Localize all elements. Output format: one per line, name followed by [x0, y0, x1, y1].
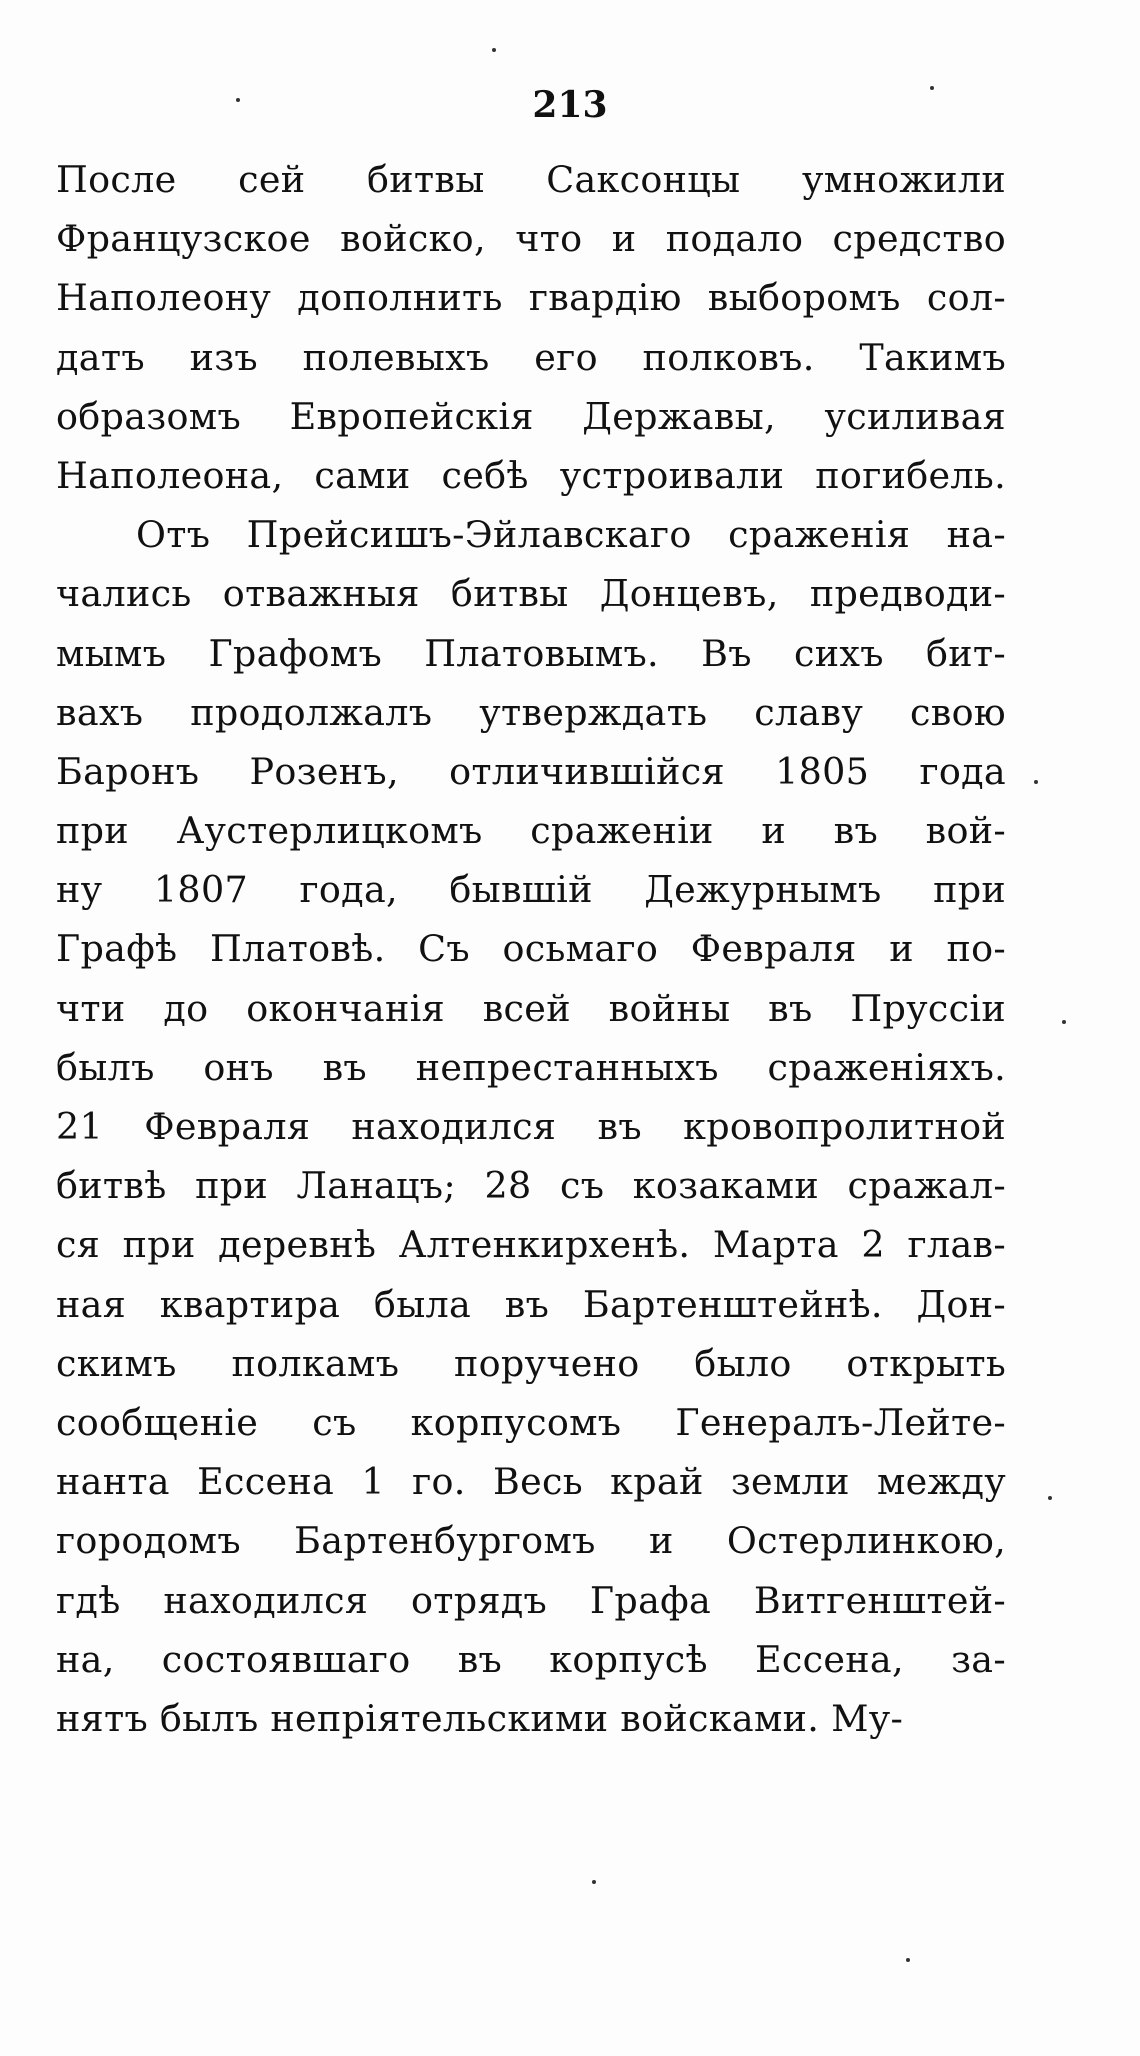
text-line: Графѣ Платовѣ. Съ осьмаго Февраля и по- [56, 927, 1006, 971]
text-line: чались отважныя битвы Донцевъ, предводи- [56, 572, 1006, 616]
text-line: ну 1807 года, бывшій Дежурнымъ при [56, 868, 1006, 912]
page-number: 213 [532, 84, 608, 126]
text-line: битвѣ при Ланацъ; 28 съ козаками сражал- [56, 1164, 1006, 1208]
text-line: ная квартира была въ Бартенштейнѣ. Дон- [56, 1282, 1006, 1326]
text-line: Наполеону дополнить гвардію выборомъ сол- [56, 276, 1006, 320]
text-line: сообщеніе съ корпусомъ Генералъ-Лейте- [56, 1400, 1006, 1444]
text-line: при Аустерлицкомъ сраженіи и въ вой- [56, 809, 1006, 853]
text-line: ся при деревнѣ Алтенкирхенѣ. Марта 2 глав- [56, 1223, 1006, 1267]
text-line: Наполеона, сами себѣ устроивали погибель. [56, 453, 1006, 497]
text-line: нанта Ессена 1 го. Весь край земли между [56, 1460, 1006, 1504]
text-line: датъ изъ полевыхъ его полковъ. Такимъ [56, 335, 1006, 379]
text-line: былъ онъ въ непрестанныхъ сраженіяхъ. [56, 1045, 1006, 1089]
text-line: чти до окончанія всей войны въ Пруссіи [56, 986, 1006, 1030]
text-line: После сей битвы Саксонцы умножили [56, 158, 1006, 201]
text-line: на, состоявшаго въ корпусѣ Ессена, за- [56, 1637, 1006, 1681]
text-line: вахъ продолжалъ утверждать славу свою [56, 690, 1006, 734]
scan-speck [1062, 1020, 1066, 1024]
text-line: образомъ Европейскія Державы, усиливая [56, 394, 1006, 438]
text-line: нятъ былъ непріятельскими войсками. Му- [56, 1696, 904, 1740]
text-line: гдѣ находился отрядъ Графа Витгенштей- [56, 1578, 1006, 1622]
text-line: Французское войско, что и подало средство [56, 217, 1006, 261]
text-line: скимъ полкамъ поручено было открыть [56, 1341, 1006, 1385]
text-line: 21 Февраля находился въ кровопролитной [56, 1105, 1006, 1148]
scan-speck [906, 1958, 910, 1962]
text-line: мымъ Графомъ Платовымъ. Въ сихъ бит- [56, 631, 1006, 675]
scan-speck [1034, 780, 1038, 784]
scan-speck [1048, 1496, 1052, 1500]
text-line: Баронъ Розенъ, отличившійся 1805 года [56, 749, 1006, 793]
scan-speck [930, 86, 934, 90]
text-line: городомъ Бартенбургомъ и Остерлинкою, [56, 1519, 1006, 1563]
text-line: Отъ Прейсишъ-Эйлавскаго сраженія на- [136, 513, 1006, 557]
scan-speck [592, 1880, 596, 1884]
body-text [56, 150, 1006, 1748]
scan-speck [236, 98, 240, 102]
scan-speck [492, 48, 496, 52]
